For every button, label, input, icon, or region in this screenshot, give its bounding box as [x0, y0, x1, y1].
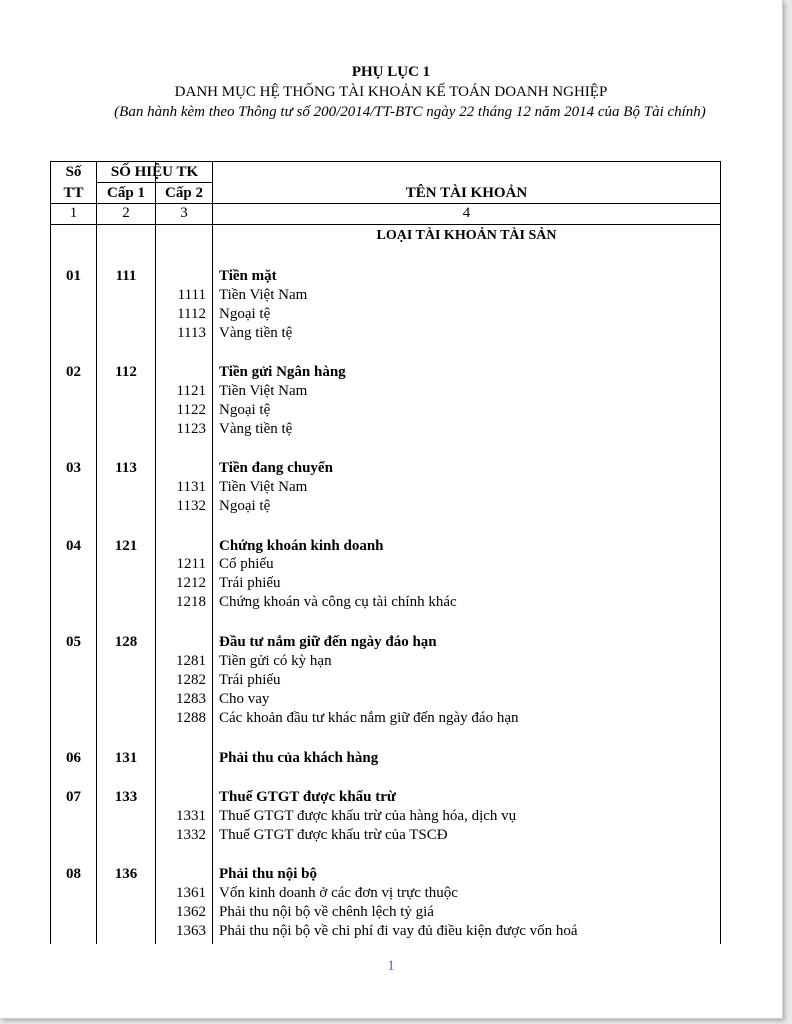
- cell-account-name: Chứng khoán kinh doanh: [219, 538, 384, 554]
- col-divider: [212, 162, 213, 944]
- header-cap2: Cấp 2: [165, 185, 203, 201]
- header-ten-tai-khoan: TÊN TÀI KHOẢN: [405, 185, 528, 201]
- cell-cap1: 131: [114, 750, 138, 766]
- appendix-title: PHỤ LỤC 1: [351, 64, 431, 80]
- cell-account-name: Đầu tư nắm giữ đến ngày đáo hạn: [219, 634, 437, 650]
- cell-account-name: Vàng tiền tệ: [219, 421, 293, 437]
- cell-cap1: 128: [114, 634, 138, 650]
- cell-cap1: 113: [115, 460, 137, 476]
- page-number: 1: [387, 958, 395, 974]
- cell-cap1: 121: [114, 538, 138, 554]
- cell-cap2: 1363: [176, 923, 206, 939]
- cell-account-name: Tiền mặt: [219, 268, 277, 284]
- col-number-4: 4: [462, 205, 471, 221]
- cell-stt: 08: [66, 866, 81, 882]
- cell-cap2: 1113: [177, 325, 206, 341]
- cell-cap2: 1212: [176, 575, 206, 591]
- cell-cap2: 1281: [176, 653, 206, 669]
- cell-account-name: Chứng khoán và công cụ tài chính khác: [219, 594, 457, 610]
- accounts-table: [50, 161, 721, 944]
- cell-account-name: Tiền đang chuyển: [219, 460, 333, 476]
- cell-account-name: Phải thu nội bộ về chênh lệch tỷ giá: [219, 904, 434, 920]
- document-subtitle: DANH MỤC HỆ THỐNG TÀI KHOẢN KẾ TOÁN DOANH NGHIỆP: [174, 84, 608, 100]
- cell-cap2: 1283: [176, 691, 206, 707]
- cell-cap2: 1362: [176, 904, 206, 920]
- cell-cap2: 1282: [176, 672, 206, 688]
- col-number-3: 3: [180, 205, 188, 221]
- cell-account-name: Ngoại tệ: [219, 498, 271, 514]
- header-so-hieu-tk: SỐ HIỆU TK: [110, 164, 199, 180]
- cell-account-name: Tiền gửi Ngân hàng: [219, 364, 346, 380]
- header-cap1: Cấp 1: [107, 185, 145, 201]
- cell-account-name: Thuế GTGT được khấu trừ: [219, 789, 396, 805]
- cell-account-name: Tiền gửi có kỳ hạn: [219, 653, 332, 669]
- section-heading: LOẠI TÀI KHOẢN TÀI SẢN: [376, 228, 557, 243]
- cell-account-name: Tiền Việt Nam: [219, 287, 308, 303]
- cell-cap2: 1218: [176, 594, 206, 610]
- cell-cap2: 1111: [177, 287, 206, 303]
- cell-account-name: Các khoản đầu tư khác nắm giữ đến ngày đáo hạn: [219, 710, 519, 726]
- cell-account-name: Tiền Việt Nam: [219, 479, 308, 495]
- cell-account-name: Trái phiếu: [219, 575, 281, 591]
- cell-account-name: Phải thu của khách hàng: [219, 750, 379, 766]
- cell-cap2: 1131: [176, 479, 206, 495]
- cell-account-name: Trái phiếu: [219, 672, 281, 688]
- cell-cap2: 1123: [176, 421, 206, 437]
- issuance-note: (Ban hành kèm theo Thông tư số 200/2014/TT-BTC ngày 22 tháng 12 năm 2014 của Bộ Tài chính): [114, 104, 706, 120]
- cell-cap2: 1211: [176, 556, 206, 572]
- col-number-1: 1: [69, 205, 78, 221]
- cell-account-name: Ngoại tệ: [219, 402, 271, 418]
- cell-stt: 07: [66, 789, 81, 805]
- cell-account-name: Vốn kinh doanh ở các đơn vị trực thuộc: [219, 885, 458, 901]
- cell-stt: 02: [66, 364, 81, 380]
- header-so-tt-line2: TT: [63, 185, 84, 201]
- cell-cap1: 111: [115, 268, 137, 284]
- cell-cap1: 136: [114, 866, 138, 882]
- cell-cap2: 1361: [176, 885, 206, 901]
- header-divider: [51, 224, 720, 225]
- cell-cap2: 1332: [176, 827, 206, 843]
- cell-account-name: Tiền Việt Nam: [219, 383, 308, 399]
- cell-cap1: 133: [114, 789, 138, 805]
- header-divider: [96, 182, 213, 183]
- cell-stt: 03: [66, 460, 81, 476]
- header-so-tt-line1: Số: [65, 164, 82, 180]
- cell-account-name: Cổ phiếu: [219, 556, 274, 572]
- cell-stt: 05: [66, 634, 81, 650]
- cell-cap1: 112: [115, 364, 137, 380]
- cell-cap2: 1112: [177, 306, 206, 322]
- cell-stt: 06: [66, 750, 81, 766]
- cell-cap2: 1331: [176, 808, 206, 824]
- cell-stt: 01: [66, 268, 81, 284]
- cell-account-name: Vàng tiền tệ: [219, 325, 293, 341]
- cell-account-name: Thuế GTGT được khấu trừ của TSCĐ: [219, 827, 448, 843]
- cell-account-name: Phải thu nội bộ về chi phí đi vay đủ điều kiện được vốn hoá: [219, 923, 578, 939]
- cell-account-name: Thuế GTGT được khấu trừ của hàng hóa, dịch vụ: [219, 808, 517, 824]
- cell-account-name: Cho vay: [219, 691, 270, 707]
- cell-account-name: Phải thu nội bộ: [219, 866, 317, 882]
- cell-cap2: 1121: [176, 383, 206, 399]
- col-number-2: 2: [122, 205, 130, 221]
- cell-cap2: 1288: [176, 710, 206, 726]
- cell-stt: 04: [66, 538, 81, 554]
- cell-account-name: Ngoại tệ: [219, 306, 271, 322]
- cell-cap2: 1122: [176, 402, 206, 418]
- cell-cap2: 1132: [176, 498, 206, 514]
